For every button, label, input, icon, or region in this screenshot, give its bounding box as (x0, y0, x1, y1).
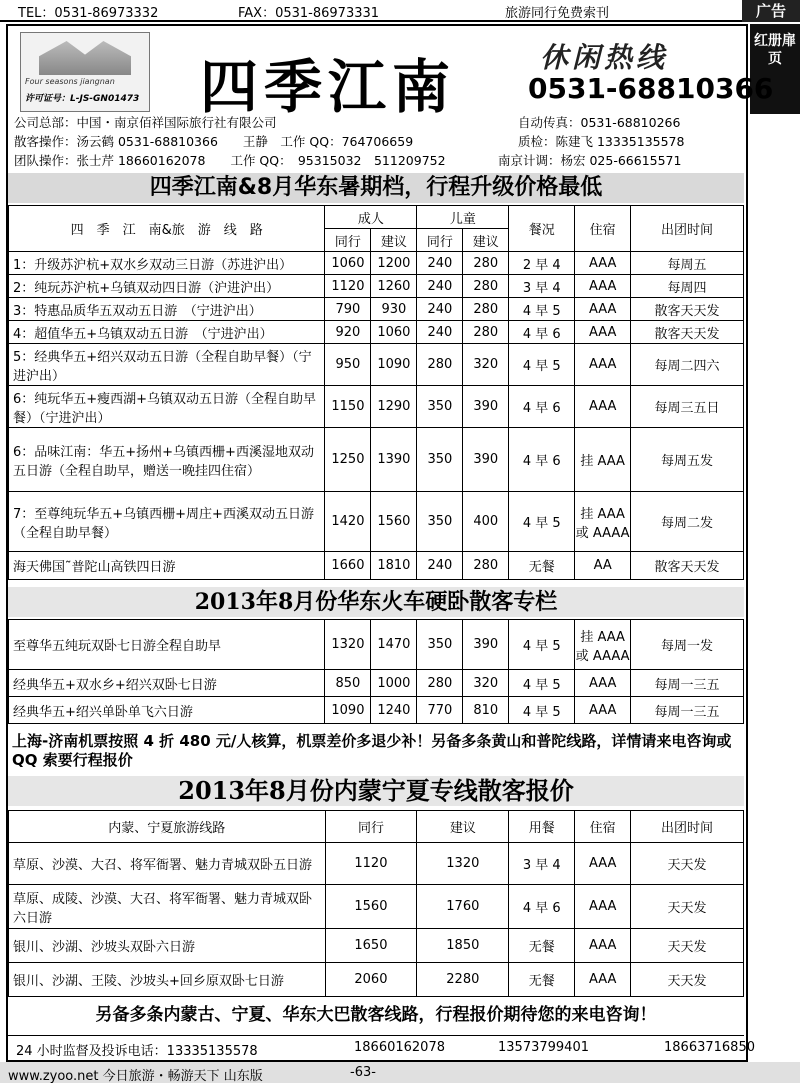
child-peer-price: 350 (417, 492, 463, 552)
child-suggest-price: 400 (463, 492, 509, 552)
hotel-info: AA (575, 552, 631, 580)
table-row (9, 386, 744, 428)
header-hotel: 住宿 (575, 206, 631, 252)
depart-time: 天天发 (631, 843, 744, 885)
route-name: 经典华五+双水乡+绍兴双卧七日游 (9, 670, 325, 697)
retail-ops: 散客操作：汤云鹤 0531-68810366 王静 工作 QQ：764706659 (14, 134, 414, 149)
child-suggest-price: 280 (463, 552, 509, 580)
table-row (9, 885, 744, 929)
adult-peer-price: 1420 (325, 492, 371, 552)
depart-time: 每周四 (631, 275, 744, 298)
table-row (9, 670, 744, 697)
route-name: 草原、沙漠、大召、将军衙署、魅力青城双卧五日游 (9, 843, 326, 885)
suggest-price: 1850 (417, 929, 509, 963)
complaint-label: 24 小时监督及投诉电话：13335135578 (16, 1044, 258, 1059)
hotel-info: AAA (575, 344, 631, 386)
table-header-row (9, 811, 744, 843)
tel-number: TEL：0531-86973332 (18, 6, 159, 21)
depart-time: 每周五发 (631, 428, 744, 492)
header-route: 内蒙、宁夏旅游线路 (9, 811, 326, 843)
section3-title: 2013年8月份内蒙宁夏专线散客报价 (8, 776, 744, 806)
route-name: 至尊华五纯玩双卧七日游全程自助早 (9, 620, 325, 670)
adult-peer-price: 1660 (325, 552, 371, 580)
hotline-number: 0531-68810366 (528, 72, 774, 105)
complaint-phones (8, 1035, 755, 1059)
depart-time: 每周五 (631, 252, 744, 275)
company-fax: 自动传真：0531-68810266 (518, 115, 681, 130)
table-row (9, 252, 744, 275)
more-routes-note: 另备多条内蒙古、宁夏、华东大巴散客线路，行程报价期待您的来电咨询！ (8, 996, 744, 1033)
hotel-info: AAA (575, 885, 631, 929)
adult-suggest-price: 1090 (371, 344, 417, 386)
child-suggest-price: 320 (463, 670, 509, 697)
child-suggest-price: 390 (463, 386, 509, 428)
section3-table (8, 810, 744, 997)
adult-peer-price: 1060 (325, 252, 371, 275)
depart-time: 天天发 (631, 929, 744, 963)
depart-time: 每周二发 (631, 492, 744, 552)
hotel-info: AAA (575, 929, 631, 963)
meal-info: 无餐 (509, 963, 575, 997)
depart-time: 每周二四六 (631, 344, 744, 386)
hotel-info: AAA (575, 963, 631, 997)
depart-time: 每周三五日 (631, 386, 744, 428)
meal-info: 4 早 6 (509, 321, 575, 344)
airfare-note: 上海-济南机票按照 4 折 480 元/人核算，机票差价多退少补！另备多条黄山和普陀线路，详情请来电咨询或 QQ 索要行程报价 (12, 732, 732, 769)
peer-price: 2060 (325, 963, 417, 997)
header-depart: 出团时间 (631, 811, 744, 843)
header-adult-suggest: 建议 (371, 229, 417, 252)
peer-price: 1650 (325, 929, 417, 963)
depart-time: 散客天天发 (631, 298, 744, 321)
meal-info: 3 早 4 (509, 843, 575, 885)
page-number: -63- (350, 1065, 376, 1080)
hotel-info: AAA (575, 697, 631, 724)
brand-title: 四季江南 (200, 53, 457, 121)
meal-info: 4 早 6 (509, 885, 575, 929)
child-peer-price: 350 (417, 386, 463, 428)
table-row (9, 620, 744, 670)
meal-info: 4 早 5 (509, 697, 575, 724)
section2-title: 2013年8月份华东火车硬卧散客专栏 (8, 587, 744, 617)
child-peer-price: 240 (417, 321, 463, 344)
meal-info: 4 早 6 (509, 386, 575, 428)
child-peer-price: 240 (417, 275, 463, 298)
logo-english: Four seasons jiangnan (25, 77, 115, 86)
adult-suggest-price: 1260 (371, 275, 417, 298)
hotel-info: AAA (575, 670, 631, 697)
quality-check: 质检：陈建飞 13335135578 (518, 134, 685, 149)
table-row (9, 428, 744, 492)
child-peer-price: 350 (417, 620, 463, 670)
meal-info: 4 早 6 (509, 428, 575, 492)
meal-info: 无餐 (509, 552, 575, 580)
suggest-price: 1320 (417, 843, 509, 885)
adult-suggest-price: 1240 (371, 697, 417, 724)
meal-info: 4 早 5 (509, 298, 575, 321)
route-name: 银川、沙湖、沙坡头双卧六日游 (9, 929, 326, 963)
header-meals: 用餐 (509, 811, 575, 843)
route-name: 经典华五+绍兴单卧单飞六日游 (9, 697, 325, 724)
nanjing-planner: 南京计调：杨宏 025-66615571 (498, 153, 682, 168)
adult-suggest-price: 1060 (371, 321, 417, 344)
suggest-price: 1760 (417, 885, 509, 929)
company-logo (20, 32, 150, 112)
route-name: 2：纯玩苏沪杭+乌镇双动四日游（沪进沪出） (9, 275, 325, 298)
hotel-info: AAA (575, 843, 631, 885)
adult-suggest-price: 1810 (371, 552, 417, 580)
side-tag: 红册扉页 (750, 24, 800, 114)
meal-info: 4 早 5 (509, 344, 575, 386)
house-icon (39, 41, 131, 75)
child-peer-price: 350 (417, 428, 463, 492)
child-peer-price: 240 (417, 252, 463, 275)
hotel-info: AAA (575, 321, 631, 344)
page-footer (0, 1062, 800, 1083)
child-suggest-price: 390 (463, 620, 509, 670)
footer-site: www.zyoo.net 今日旅游・畅游天下 山东版 (8, 1069, 263, 1084)
child-peer-price: 770 (417, 697, 463, 724)
top-bar (0, 0, 800, 22)
table-row (9, 963, 744, 997)
header-suggest: 建议 (417, 811, 509, 843)
table-row (9, 492, 744, 552)
complaint-phone-2: 18660162078 (354, 1040, 445, 1055)
company-hq: 公司总部：中国・南京佰祥国际旅行社有限公司 (14, 115, 277, 130)
adult-peer-price: 1320 (325, 620, 371, 670)
route-name: 海天佛国˜普陀山高铁四日游 (9, 552, 325, 580)
hotel-info: 挂 AAA (575, 428, 631, 492)
route-name: 3：特惠品质华五双动五日游 （宁进沪出） (9, 298, 325, 321)
adult-peer-price: 790 (325, 298, 371, 321)
section1-title: 四季江南&8月华东暑期档，行程升级价格最低 (8, 173, 744, 203)
fax-number: FAX：0531-86973331 (238, 6, 380, 21)
adult-suggest-price: 1290 (371, 386, 417, 428)
adult-suggest-price: 1470 (371, 620, 417, 670)
header-child: 儿童 (417, 206, 509, 229)
adult-peer-price: 1090 (325, 697, 371, 724)
depart-time: 天天发 (631, 885, 744, 929)
route-name: 5：经典华五+绍兴双动五日游（全程自助早餐）（宁进沪出） (9, 344, 325, 386)
meal-info: 4 早 5 (509, 670, 575, 697)
adult-peer-price: 950 (325, 344, 371, 386)
table-row (9, 552, 744, 580)
header-route: 四 季 江 南&旅 游 线 路 (9, 206, 325, 252)
depart-time: 每周一三五 (631, 670, 744, 697)
license-number: 许可证号：L-JS-GN01473 (25, 94, 140, 104)
hotel-info: AAA (575, 298, 631, 321)
ad-tag: 广告 (742, 0, 800, 22)
depart-time: 每周一发 (631, 620, 744, 670)
table-row (9, 929, 744, 963)
route-name: 草原、成陵、沙漠、大召、将军衙署、魅力青城双卧六日游 (9, 885, 326, 929)
hotline-label: 休闲热线 (540, 41, 669, 74)
child-peer-price: 280 (417, 344, 463, 386)
route-name: 1：升级苏沪杭+双水乡双动三日游（苏进沪出） (9, 252, 325, 275)
header-depart: 出团时间 (631, 206, 744, 252)
hotel-info: 挂 AAA 或 AAAA (575, 620, 631, 670)
meal-info: 3 早 4 (509, 275, 575, 298)
route-name: 6：品味江南：华五+扬州+乌镇西栅+西溪湿地双动五日游（全程自助早，赠送一晚挂四住宿） (9, 428, 325, 492)
adult-peer-price: 920 (325, 321, 371, 344)
meal-info: 2 早 4 (509, 252, 575, 275)
slogan: 旅游同行免费索刊 (505, 6, 610, 21)
table-row (9, 275, 744, 298)
child-suggest-price: 390 (463, 428, 509, 492)
depart-time: 天天发 (631, 963, 744, 997)
hotel-info: AAA (575, 252, 631, 275)
complaint-phone-3: 13573799401 (498, 1040, 589, 1055)
adult-peer-price: 1250 (325, 428, 371, 492)
header-child-peer: 同行 (417, 229, 463, 252)
meal-info: 4 早 5 (509, 492, 575, 552)
child-peer-price: 240 (417, 552, 463, 580)
peer-price: 1120 (325, 843, 417, 885)
peer-price: 1560 (325, 885, 417, 929)
table-row (9, 321, 744, 344)
section1-table (8, 205, 744, 580)
adult-suggest-price: 1560 (371, 492, 417, 552)
hotel-info: 挂 AAA 或 AAAA (575, 492, 631, 552)
header-peer: 同行 (325, 811, 417, 843)
child-suggest-price: 280 (463, 275, 509, 298)
child-peer-price: 280 (417, 670, 463, 697)
route-name: 银川、沙湖、王陵、沙坡头+回乡原双卧七日游 (9, 963, 326, 997)
header-adult-peer: 同行 (325, 229, 371, 252)
meal-info: 无餐 (509, 929, 575, 963)
route-name: 6：纯玩华五+瘦西湖+乌镇双动五日游（全程自助早餐）（宁进沪出） (9, 386, 325, 428)
child-peer-price: 240 (417, 298, 463, 321)
meal-info: 4 早 5 (509, 620, 575, 670)
adult-peer-price: 1150 (325, 386, 371, 428)
hotel-info: AAA (575, 386, 631, 428)
table-row (9, 344, 744, 386)
adult-peer-price: 850 (325, 670, 371, 697)
header-hotel: 住宿 (575, 811, 631, 843)
complaint-phone-4: 18663716850 (664, 1040, 755, 1055)
table-row (9, 697, 744, 724)
adult-suggest-price: 930 (371, 298, 417, 321)
depart-time: 散客天天发 (631, 552, 744, 580)
section2-table (8, 619, 744, 724)
header-child-suggest: 建议 (463, 229, 509, 252)
group-ops: 团队操作：张士芹 18660162078 工作 QQ： 95315032 511209752 (14, 153, 446, 168)
child-suggest-price: 280 (463, 321, 509, 344)
route-name: 4：超值华五+乌镇双动五日游 （宁进沪出） (9, 321, 325, 344)
adult-suggest-price: 1200 (371, 252, 417, 275)
child-suggest-price: 810 (463, 697, 509, 724)
adult-suggest-price: 1390 (371, 428, 417, 492)
header-meals: 餐况 (509, 206, 575, 252)
depart-time: 散客天天发 (631, 321, 744, 344)
adult-suggest-price: 1000 (371, 670, 417, 697)
suggest-price: 2280 (417, 963, 509, 997)
child-suggest-price: 320 (463, 344, 509, 386)
child-suggest-price: 280 (463, 252, 509, 275)
route-name: 7：至尊纯玩华五+乌镇西栅+周庄+西溪双动五日游（全程自助早餐） (9, 492, 325, 552)
adult-peer-price: 1120 (325, 275, 371, 298)
header-adult: 成人 (325, 206, 417, 229)
hotel-info: AAA (575, 275, 631, 298)
child-suggest-price: 280 (463, 298, 509, 321)
table-row (9, 298, 744, 321)
depart-time: 每周一三五 (631, 697, 744, 724)
table-row (9, 843, 744, 885)
